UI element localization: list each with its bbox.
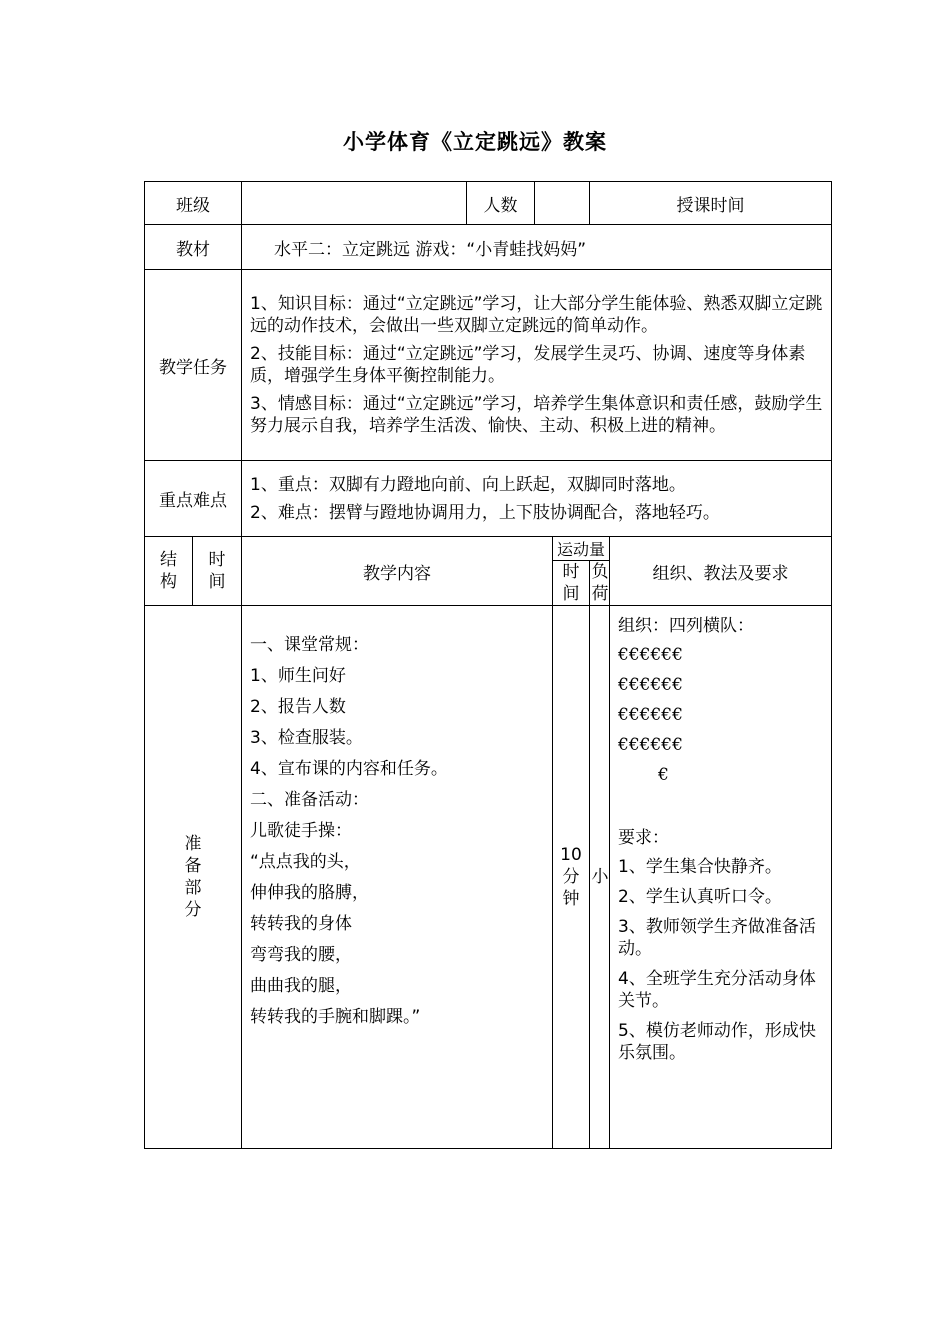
prep-organization <box>610 606 832 1149</box>
col-time: 时间 <box>193 537 242 606</box>
col-load: 运动量 <box>553 537 610 561</box>
col-organization: 组织、教法及要求 <box>610 537 832 606</box>
task-item: 2、技能目标：通过“立定跳远”学习，发展学生灵巧、协调、速度等身体素质，增强学生身体平衡控制能力。 <box>250 344 806 386</box>
key-point-item: 1、重点：双脚有力蹬地向前、向上跃起，双脚同时落地。 <box>250 474 686 495</box>
key-points-content <box>242 461 832 537</box>
formation-row: €€€€€€ <box>618 675 683 695</box>
requirement-item: 2、学生认真听口令。 <box>618 887 782 907</box>
content-line: 二、准备活动： <box>250 790 369 810</box>
lesson-plan-table <box>144 181 832 1149</box>
column-header-row <box>145 537 832 561</box>
requirements-list <box>618 856 823 1064</box>
key-points-row <box>145 461 832 537</box>
teacher-position: € <box>658 765 669 785</box>
content-line: 伸伸我的胳膊， <box>250 883 369 903</box>
requirement-item: 3、教师领学生齐做准备活动。 <box>618 917 816 959</box>
tasks-content <box>242 270 832 461</box>
content-line: 1、师生问好 <box>250 666 346 686</box>
prep-duration: 10分钟 <box>553 606 590 1149</box>
formation-diagram <box>618 640 823 790</box>
content-line: 弯弯我的腰， <box>250 945 352 965</box>
tasks-row <box>145 270 832 461</box>
prep-section-label: 准备部分 <box>145 606 242 1149</box>
task-item: 3、情感目标：通过“立定跳远”学习，培养学生集体意识和责任感，鼓励学生努力展示自我，培养学生活泼、愉快、主动、积极上进的精神。 <box>250 394 823 436</box>
col-content: 教学内容 <box>242 537 553 606</box>
requirement-item: 5、模仿老师动作，形成快乐氛围。 <box>618 1021 816 1063</box>
page-title: 小学体育《立定跳远》教案 <box>343 130 607 154</box>
col-load-time: 时间 <box>553 561 590 606</box>
content-line: 4、宣布课的内容和任务。 <box>250 759 448 779</box>
requirements-title: 要求： <box>618 828 669 848</box>
material-label: 教材 <box>145 225 242 270</box>
content-line: 转转我的手腕和脚踝。” <box>250 1007 421 1027</box>
count-label: 人数 <box>467 182 535 225</box>
content-line: 儿歌徒手操： <box>250 821 352 841</box>
key-points-label: 重点难点 <box>145 461 242 537</box>
formation-row: €€€€€€ <box>618 645 683 665</box>
class-label: 班级 <box>145 182 242 225</box>
prep-intensity: 小 <box>590 606 610 1149</box>
count-value <box>535 182 590 225</box>
header-row <box>145 182 832 225</box>
requirement-item: 1、学生集合快静齐。 <box>618 857 782 877</box>
material-row <box>145 225 832 270</box>
formation-row: €€€€€€ <box>618 735 683 755</box>
prep-section-row <box>145 606 832 1149</box>
content-line: 3、检查服装。 <box>250 728 363 748</box>
content-line: 一、课堂常规： <box>250 635 369 655</box>
content-line: 曲曲我的腿， <box>250 976 352 996</box>
content-line: 2、报告人数 <box>250 697 346 717</box>
col-structure: 结构 <box>145 537 193 606</box>
prep-content <box>242 606 553 1149</box>
requirement-item: 4、全班学生充分活动身体关节。 <box>618 969 816 1011</box>
material-value: 水平二：立定跳远 游戏：“小青蛙找妈妈” <box>242 225 832 270</box>
task-item: 1、知识目标：通过“立定跳远”学习，让大部分学生能体验、熟悉双脚立定跳远的动作技术，会做出一些双脚立定跳远的简单动作。 <box>250 294 823 336</box>
tasks-label: 教学任务 <box>145 270 242 461</box>
formation-row: €€€€€€ <box>618 705 683 725</box>
content-line: 转转我的身体 <box>250 914 352 934</box>
key-point-item: 2、难点：摆臂与蹬地协调用力，上下肢协调配合，落地轻巧。 <box>250 502 720 523</box>
col-load-intensity: 负荷 <box>591 562 609 604</box>
lesson-time-label: 授课时间 <box>590 182 832 225</box>
content-line: “点点我的头， <box>250 852 361 872</box>
class-value <box>242 182 467 225</box>
organization-title: 组织：四列横队： <box>618 616 754 636</box>
